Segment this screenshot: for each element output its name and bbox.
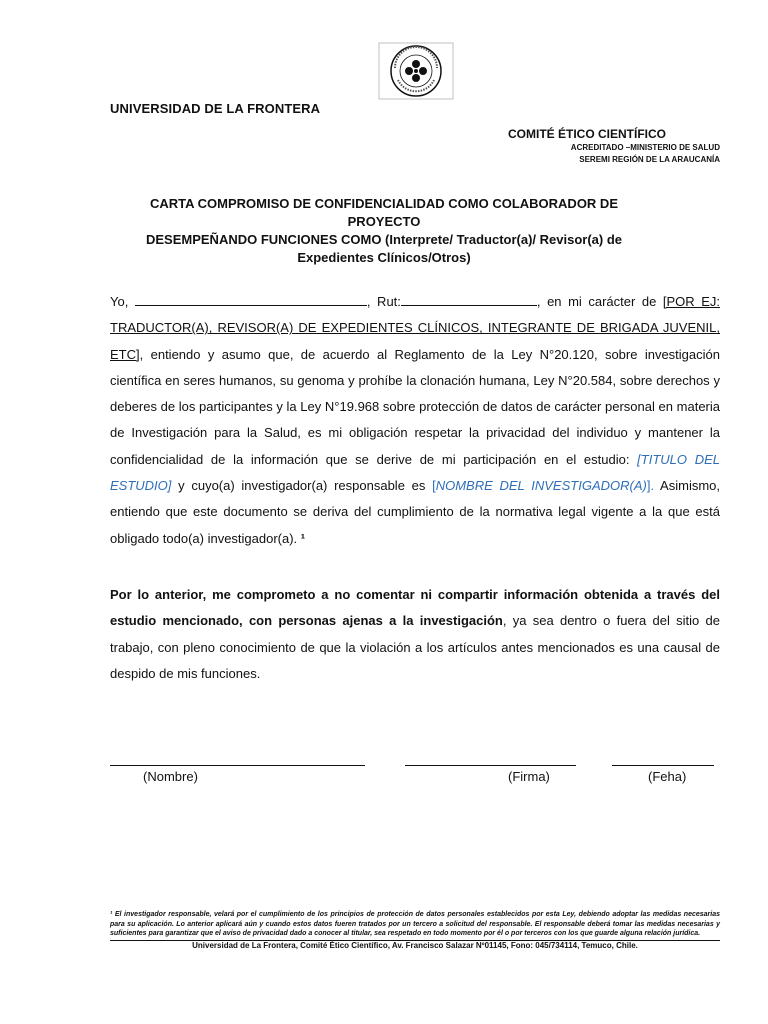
rut-blank-field[interactable]	[401, 293, 537, 306]
name-blank-field[interactable]	[135, 293, 367, 306]
commitment-paragraph	[110, 289, 720, 552]
university-seal-logo	[378, 42, 454, 100]
accreditation-line-1: ACREDITADO –MINISTERIO DE SALUD	[570, 143, 720, 152]
commitment-consequences: , ya sea dentro o fuera del sitio de trabajo, con pleno conocimiento de que la violación a los artículos antes mencionados es una causal de despido de mis funciones.	[110, 613, 720, 681]
investigator-bracket-open: [	[432, 478, 436, 494]
name-label: (Nombre)	[143, 769, 198, 784]
date-signature-line[interactable]	[612, 765, 714, 766]
role-placeholder: [POR EJ: TRADUCTOR(A), REVISOR(A) DE EXPEDIENTES CLÍNICOS, INTEGRANTE DE BRIGADA JUVENIL, ETC]	[110, 294, 720, 362]
footnote-reference: ¹	[300, 530, 306, 546]
title-line-2: DESEMPEÑANDO FUNCIONES COMO (Interprete/ Traductor(a)/ Revisor(a) de Expedientes Clínicos/Otros)	[145, 232, 622, 265]
accreditation-line-2: SEREMI REGIÓN DE LA ARAUCANÍA	[579, 155, 720, 164]
rut-label: , Rut:	[366, 294, 401, 309]
caracter-label: , en mi carácter de	[536, 294, 657, 309]
legal-text: , entiendo y asumo que, de acuerdo al Reglamento de la Ley N°20.120, sobre investigación científica en seres humanos, su genoma y prohíbe la clonación humana, Ley N°20.584, sobre derechos y deberes de los participantes y la Ley N°19.968 sobre protección de datos de carácter personal en materia de Investigación para la Salud, es mi obligación respetar la privacidad del individuo y mantener la confidencialidad de la información que se derive de mi participación en el estudio:	[110, 346, 720, 467]
date-label: (Feha)	[648, 769, 687, 784]
signature-label: (Firma)	[508, 769, 550, 784]
accreditation-block	[571, 142, 720, 166]
footer-address: Universidad de La Frontera, Comité Ético Científico, Av. Francisco Salazar Nº01145, Fono: 045/734114, Temuco, Chile.	[192, 941, 638, 950]
yo-label: Yo,	[110, 294, 129, 309]
footnote: ¹ El investigador responsable, velará por el cumplimiento de los principios de protección de datos personales establecidos por esta Ley, debiendo adoptar las medidas necesarias para su aplicación. Lo anterior aplicará aún y cuando estos datos fueren tratados por un tercero a solicitud del responsable. El responsable deberá tomar las medidas necesarias y suficientes para garantizar que el aviso de privacidad dado a conocer al titular, sea respetado en todo momento por él o por terceros con los que guarde alguna relación jurídica.	[110, 911, 720, 937]
title-line-1: CARTA COMPROMISO DE CONFIDENCIALIDAD COMO COLABORADOR DE PROYECTO	[150, 196, 618, 229]
confidentiality-paragraph	[110, 582, 720, 687]
investigator-intro: y cuyo(a) investigador(a) responsable es	[171, 478, 433, 494]
study-title-placeholder: [TITULO DEL ESTUDIO]	[110, 451, 720, 494]
investigator-placeholder: NOMBRE DEL INVESTIGADOR(A)	[435, 478, 647, 494]
investigator-bracket-close: ].	[646, 478, 655, 494]
university-name: UNIVERSIDAD DE LA FRONTERA	[110, 101, 321, 116]
committee-name: COMITÉ ÉTICO CIENTÍFICO	[508, 127, 666, 141]
regulation-text: Asimismo, entiendo que este documento se deriva del cumplimiento de la normativa legal vigente a la que está obligado todo(a) investigador(a).	[110, 478, 721, 546]
name-signature-line[interactable]	[110, 765, 365, 766]
commitment-statement: Por lo anterior, me comprometo a no comentar ni compartir información obtenida a través del estudio mencionado, con personas ajenas a la investigación	[110, 587, 720, 629]
document-title	[130, 195, 638, 267]
signature-line[interactable]	[405, 765, 576, 766]
